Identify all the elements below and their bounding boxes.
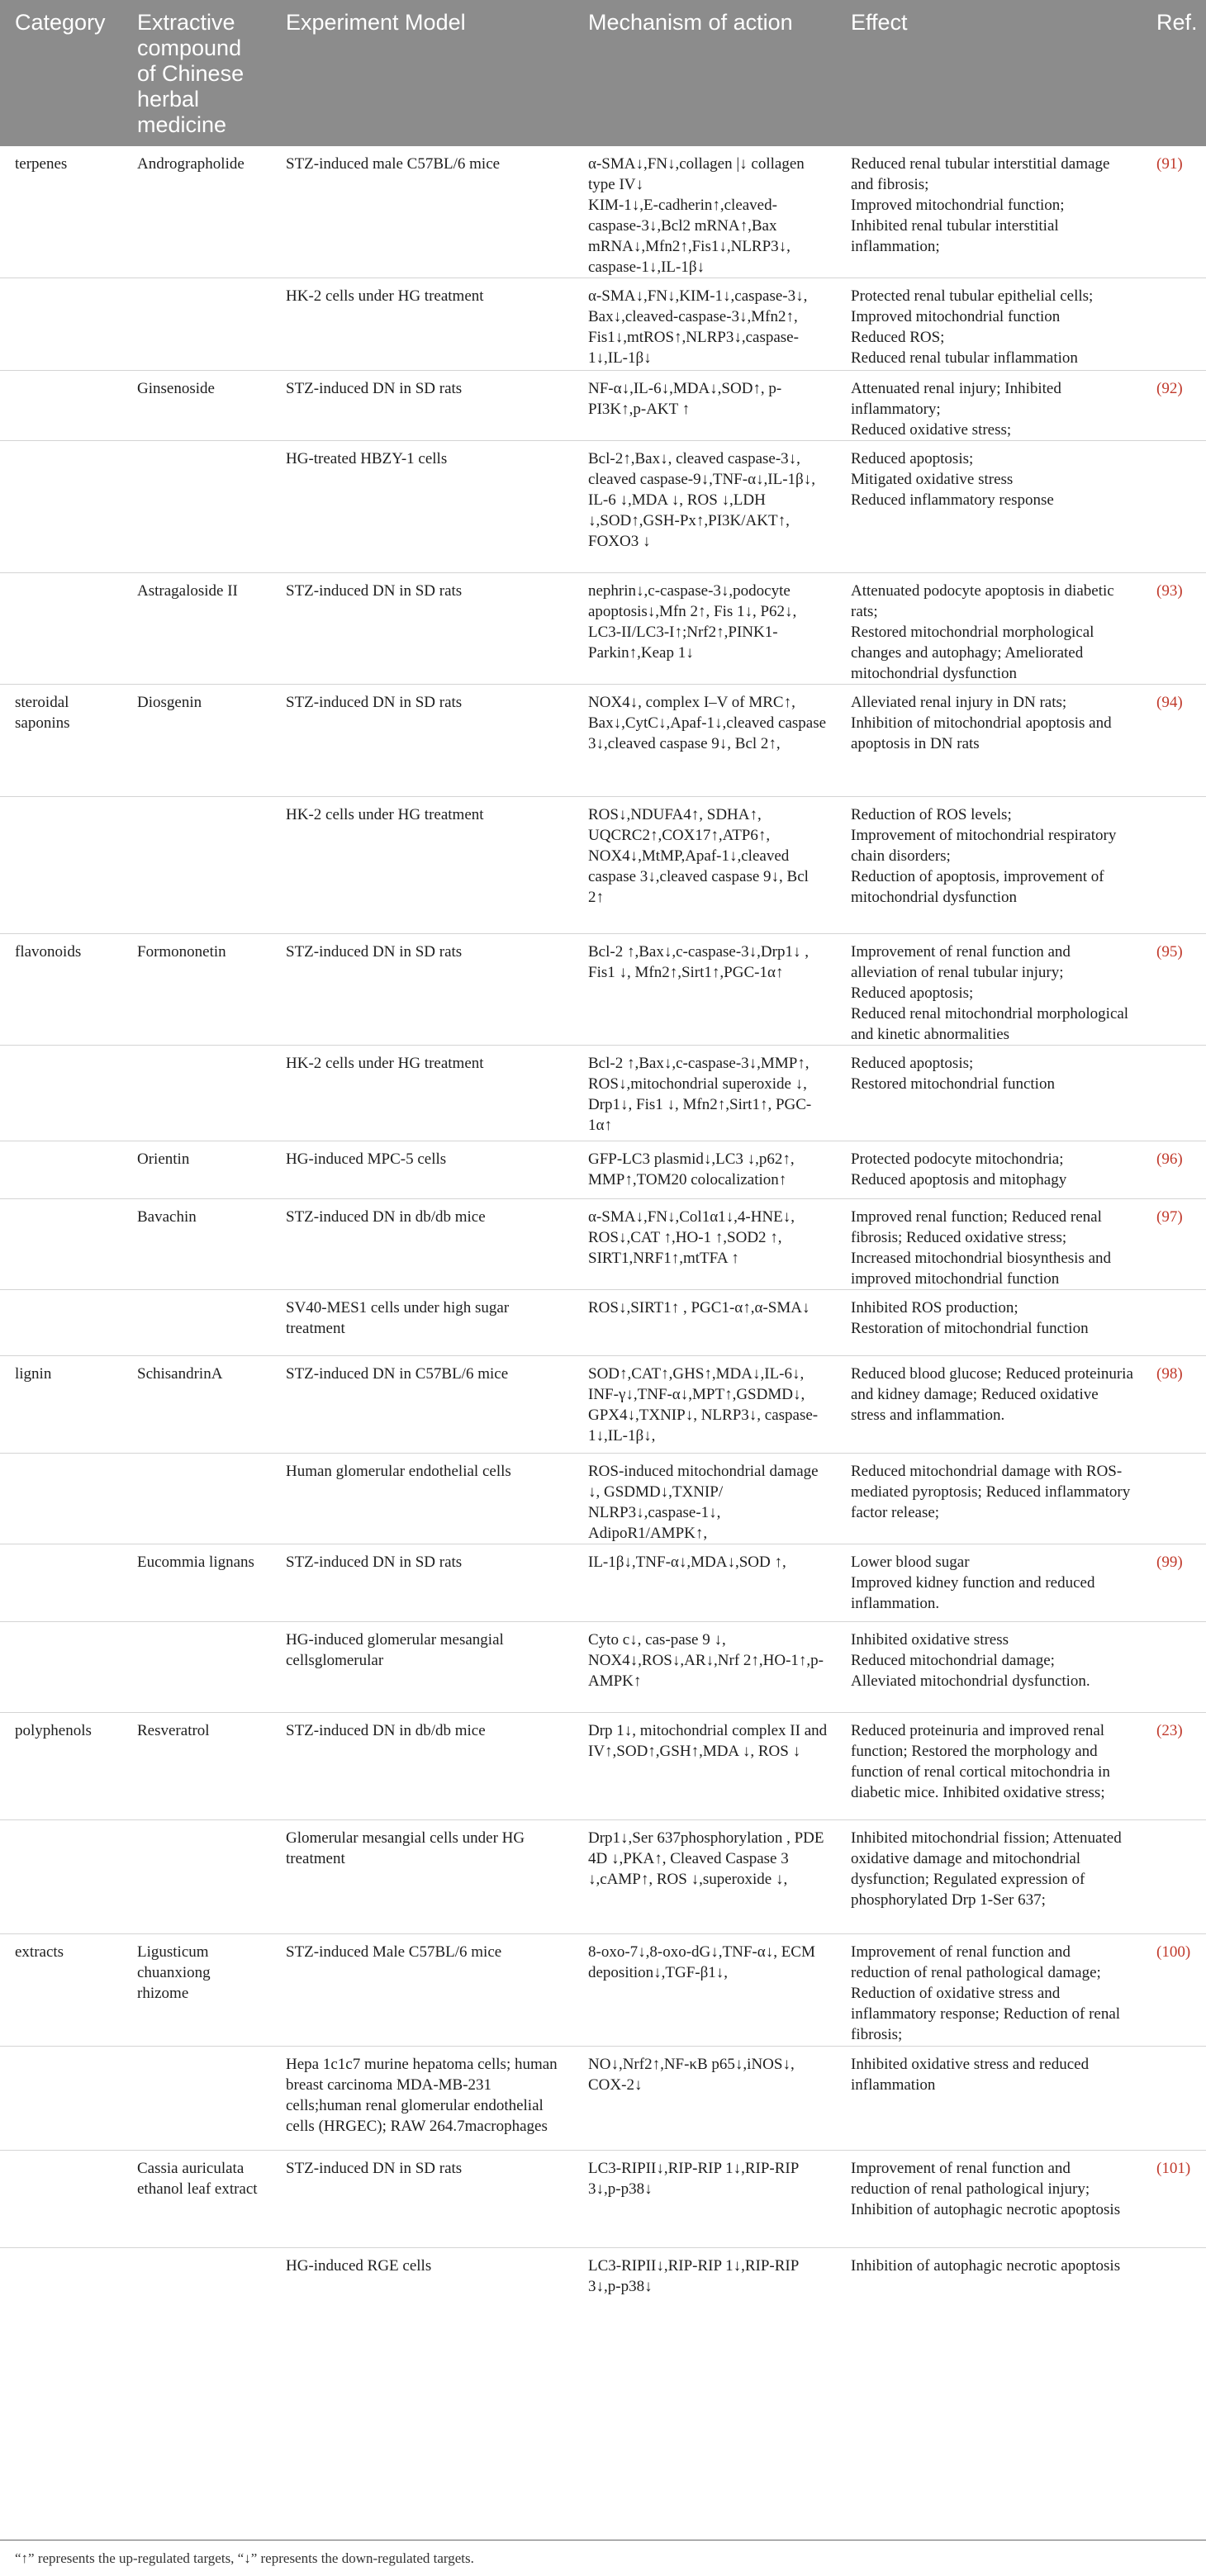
cell-effect: Reduced renal tubular interstitial damage and fibrosis; Improved mitochondrial function; Inhibited renal tubular interstitial inflammation; <box>851 155 1110 255</box>
table-row <box>0 1356 1206 1454</box>
cell-experiment-model: STZ-induced DN in SD rats <box>271 934 573 1046</box>
cell-ref: (92) <box>1142 371 1206 441</box>
footnote: “↑” represents the up-regulated targets, “↓” represents the down-regulated targets. <box>15 2550 474 2566</box>
cell-category <box>0 371 122 441</box>
cell-compound: Astragaloside II <box>122 573 271 685</box>
table-row <box>0 1141 1206 1199</box>
cell-experiment-model: Hepa 1c1c7 murine hepatoma cells; human breast carcinoma MDA-MB-231 cells;human renal glomerular endothelial cells (HRGEC); RAW 264.7macrophages <box>271 2047 573 2151</box>
cell-compound: Resveratrol <box>122 1713 271 1820</box>
cell-effect: Improvement of renal function and reduction of renal pathological injury; Inhibition of autophagic necrotic apoptosis <box>836 2151 1142 2248</box>
cell-effect: Alleviated renal injury in DN rats; Inhibition of mitochondrial apoptosis and apoptosis in DN rats <box>836 685 1142 797</box>
table-row <box>0 1934 1206 2047</box>
cell-ref: (98) <box>1142 1356 1206 1454</box>
cell-mechanism: Bcl-2↑,Bax↓, cleaved caspase-3↓, cleaved caspase-9↓,TNF-α↓,IL-1β↓, IL-6 ↓,MDA ↓, ROS ↓,LDH ↓,SOD↑,GSH-Px↑,PI3K/AKT↑, FOXO3 ↓ <box>573 441 836 573</box>
cell-ref <box>1142 1046 1206 1141</box>
cell-compound <box>122 278 271 371</box>
cell-category <box>0 441 122 573</box>
cell-category: flavonoids <box>0 934 122 1046</box>
cell-category <box>0 1544 122 1622</box>
cell-category <box>0 1454 122 1544</box>
cell-compound <box>122 2248 271 2309</box>
cell-ref: (99) <box>1142 1544 1206 1622</box>
cell-ref: (97) <box>1142 1199 1206 1290</box>
cell-mechanism: IL-1β↓,TNF-α↓,MDA↓,SOD ↑, <box>573 1544 836 1622</box>
cell-ref <box>1142 441 1206 573</box>
cell-effect: Protected podocyte mitochondria; Reduced apoptosis and mitophagy <box>836 1141 1142 1199</box>
cell-experiment-model: STZ-induced male C57BL/6 mice <box>286 155 501 173</box>
cell-compound <box>122 441 271 573</box>
cell-compound: Ginsenoside <box>122 371 271 441</box>
cell-mechanism: Cyto c↓, cas-pase 9 ↓, NOX4↓,ROS↓,AR↓,Nrf 2↑,HO-1↑,p-AMPK↑ <box>573 1622 836 1713</box>
cell-category <box>0 278 122 371</box>
cell-compound <box>122 1046 271 1141</box>
table-row <box>0 2248 1206 2309</box>
cell-category <box>0 1290 122 1356</box>
cell-effect: Lower blood sugar Improved kidney function and reduced inflammation. <box>836 1544 1142 1622</box>
cell-category <box>0 2248 122 2309</box>
header-row <box>0 0 1206 146</box>
cell-mechanism: ROS↓,SIRT1↑ , PGC1-α↑,α-SMA↓ <box>573 1290 836 1356</box>
cell-mechanism: Drp 1↓, mitochondrial complex II and IV↑,SOD↑,GSH↑,MDA ↓, ROS ↓ <box>573 1713 836 1820</box>
table-row <box>0 1290 1206 1356</box>
cell-mechanism: LC3-RIPII↓,RIP-RIP 1↓,RIP-RIP 3↓,p-p38↓ <box>573 2151 836 2248</box>
cell-category <box>0 1199 122 1290</box>
table-row <box>0 2047 1206 2151</box>
cell-ref <box>1142 1290 1206 1356</box>
cell-compound: Cassia auriculata ethanol leaf extract <box>122 2151 271 2248</box>
cell-effect: Reduced proteinuria and improved renal function; Restored the morphology and function of renal cortical mitochondria in diabetic mice. Inhibited oxidative stress; <box>836 1713 1142 1820</box>
cell-compound: Ligusticum chuanxiong rhizome <box>122 1934 271 2047</box>
cell-experiment-model: STZ-induced DN in db/db mice <box>271 1713 573 1820</box>
cell-effect: Reduction of ROS levels; Improvement of mitochondrial respiratory chain disorders; Reduction of apoptosis, improvement of mitochondrial dysfunction <box>836 797 1142 934</box>
cell-category <box>0 797 122 934</box>
cell-mechanism: LC3-RIPII↓,RIP-RIP 1↓,RIP-RIP 3↓,p-p38↓ <box>573 2248 836 2309</box>
cell-ref <box>1142 1622 1206 1713</box>
cell-effect: Attenuated renal injury; Inhibited inflammatory; Reduced oxidative stress; <box>836 371 1142 441</box>
cell-mechanism: Bcl-2 ↑,Bax↓,c-caspase-3↓,MMP↑, ROS↓,mitochondrial superoxide ↓, Drp1↓, Fis1 ↓, Mfn2↑,Sirt1↑, PGC-1α↑ <box>573 1046 836 1141</box>
cell-mechanism: ROS↓,NDUFA4↑, SDHA↑, UQCRC2↑,COX17↑,ATP6↑, NOX4↓,MtMP,Apaf-1↓,cleaved caspase 3↓,cleaved caspase 9↓, Bcl 2↑ <box>573 797 836 934</box>
cell-compound <box>122 1290 271 1356</box>
cell-ref <box>1142 2047 1206 2151</box>
cell-ref: (96) <box>1142 1141 1206 1199</box>
cell-ref: (95) <box>1142 934 1206 1046</box>
cell-effect: Inhibition of autophagic necrotic apoptosis <box>836 2248 1142 2309</box>
cell-compound: Bavachin <box>122 1199 271 1290</box>
cell-experiment-model: STZ-induced Male C57BL/6 mice <box>271 1934 573 2047</box>
cell-mechanism: NF-α↓,IL-6↓,MDA↓,SOD↑, p-PI3K↑,p-AKT ↑ <box>573 371 836 441</box>
cell-compound <box>122 797 271 934</box>
table-row <box>0 146 1206 278</box>
cell-compound: Andrographolide <box>137 155 245 173</box>
cell-mechanism: GFP-LC3 plasmid↓,LC3 ↓,p62↑, MMP↑,TOM20 colocalization↑ <box>573 1141 836 1199</box>
cell-effect: Reduced apoptosis; Mitigated oxidative stress Reduced inflammatory response <box>836 441 1142 573</box>
cell-compound: Diosgenin <box>122 685 271 797</box>
cell-compound: Formononetin <box>122 934 271 1046</box>
table-row <box>0 2151 1206 2248</box>
cell-category <box>0 1622 122 1713</box>
table-row <box>0 685 1206 797</box>
cell-category <box>0 573 122 685</box>
cell-compound <box>122 1622 271 1713</box>
cell-compound <box>122 1454 271 1544</box>
cell-ref <box>1142 2248 1206 2309</box>
table-row <box>0 1454 1206 1544</box>
cell-ref: (91) <box>1156 155 1183 173</box>
cell-ref: (23) <box>1142 1713 1206 1820</box>
table-row <box>0 1544 1206 1622</box>
cell-mechanism: nephrin↓,c-caspase-3↓,podocyte apoptosis↓,Mfn 2↑, Fis 1↓, P62↓, LC3-II/LC3-I↑;Nrf2↑,PINK1-Parkin↑,Keap 1↓ <box>573 573 836 685</box>
cell-experiment-model: STZ-induced DN in SD rats <box>271 685 573 797</box>
cell-category <box>0 1141 122 1199</box>
cell-category: lignin <box>0 1356 122 1454</box>
cell-effect: Improved renal function; Reduced renal fibrosis; Reduced oxidative stress; Increased mitochondrial biosynthesis and improved mitochondrial function <box>836 1199 1142 1290</box>
cell-effect: Improvement of renal function and alleviation of renal tubular injury; Reduced apoptosis; Reduced renal mitochondrial morphological and kinetic abnormalities <box>836 934 1142 1046</box>
cell-effect: Reduced apoptosis; Restored mitochondrial function <box>836 1046 1142 1141</box>
cell-experiment-model: HG-induced RGE cells <box>271 2248 573 2309</box>
cell-ref <box>1142 1820 1206 1934</box>
table-row <box>0 573 1206 685</box>
cell-experiment-model: STZ-induced DN in db/db mice <box>271 1199 573 1290</box>
cell-experiment-model: HK-2 cells under HG treatment <box>271 278 573 371</box>
cell-mechanism: SOD↑,CAT↑,GHS↑,MDA↓,IL-6↓, INF-γ↓,TNF-α↓,MPT↑,GSDMD↓, GPX4↓,TXNIP↓, NLRP3↓, caspase-1↓,IL-1β↓, <box>573 1356 836 1454</box>
cell-effect: Inhibited oxidative stress Reduced mitochondrial damage; Alleviated mitochondrial dysfunction. <box>836 1622 1142 1713</box>
cell-mechanism: NO↓,Nrf2↑,NF-κB p65↓,iNOS↓, COX-2↓ <box>573 2047 836 2151</box>
cell-category: steroidal saponins <box>0 685 122 797</box>
table-row <box>0 371 1206 441</box>
cell-effect: Inhibited oxidative stress and reduced inflammation <box>836 2047 1142 2151</box>
cell-effect: Reduced mitochondrial damage with ROS-mediated pyroptosis; Reduced inflammatory factor release; <box>836 1454 1142 1544</box>
cell-experiment-model: HG-induced MPC-5 cells <box>271 1141 573 1199</box>
cell-effect: Attenuated podocyte apoptosis in diabetic rats; Restored mitochondrial morphological changes and autophagy; Ameliorated mitochondrial dysfunction <box>836 573 1142 685</box>
cell-experiment-model: HK-2 cells under HG treatment <box>271 797 573 934</box>
cell-ref <box>1142 278 1206 371</box>
table-row <box>0 1199 1206 1290</box>
cell-effect: Inhibited mitochondrial fission; Attenuated oxidative damage and mitochondrial dysfunction; Regulated expression of phosphorylated Drp 1-Ser 637; <box>836 1820 1142 1934</box>
cell-effect: Inhibited ROS production; Restoration of mitochondrial function <box>836 1290 1142 1356</box>
cell-mechanism: 8-oxo-7↓,8-oxo-dG↓,TNF-α↓, ECM deposition↓,TGF-β1↓, <box>573 1934 836 2047</box>
cell-category <box>0 2047 122 2151</box>
table-header <box>0 0 1206 146</box>
cell-compound: Eucommia lignans <box>122 1544 271 1622</box>
header-compound: Extractive compound of Chinese herbal medicine <box>122 0 271 146</box>
table-row <box>0 1622 1206 1713</box>
cell-experiment-model: HG-treated HBZY-1 cells <box>271 441 573 573</box>
cell-category <box>0 1046 122 1141</box>
cell-mechanism: Drp1↓,Ser 637phosphorylation , PDE 4D ↓,PKA↑, Cleaved Caspase 3 ↓,cAMP↑, ROS ↓,superoxide ↓, <box>573 1820 836 1934</box>
cell-experiment-model: SV40-MES1 cells under high sugar treatment <box>271 1290 573 1356</box>
cell-effect: Reduced blood glucose; Reduced proteinuria and kidney damage; Reduced oxidative stress and inflammation. <box>836 1356 1142 1454</box>
table-row <box>0 1046 1206 1141</box>
cell-category: extracts <box>0 1934 122 2047</box>
cell-category: terpenes <box>15 155 68 173</box>
cell-mechanism: α-SMA↓,FN↓,collagen |↓ collagen type IV↓ KIM-1↓,E-cadherin↑,cleaved-caspase-3↓,Bcl2 mRNA↑,Bax mRNA↓,Mfn2↑,Fis1↓,NLRP3↓, caspase-1↓,IL-1β↓ <box>588 155 805 276</box>
header-effect: Effect <box>836 0 1142 146</box>
table-row <box>0 797 1206 934</box>
cell-category: polyphenols <box>0 1713 122 1820</box>
table-row <box>0 278 1206 371</box>
cell-compound: SchisandrinA <box>122 1356 271 1454</box>
cell-mechanism: α-SMA↓,FN↓,KIM-1↓,caspase-3↓, Bax↓,cleaved-caspase-3↓,Mfn2↑, Fis1↓,mtROS↑,NLRP3↓,caspase-1↓,IL-1β↓ <box>573 278 836 371</box>
cell-effect: Improvement of renal function and reduction of renal pathological damage; Reduction of oxidative stress and inflammatory response; Reduction of renal fibrosis; <box>836 1934 1142 2047</box>
table-body <box>0 146 1206 2309</box>
header-ref: Ref. <box>1142 0 1206 146</box>
cell-experiment-model: HG-induced glomerular mesangial cellsglomerular <box>271 1622 573 1713</box>
cell-experiment-model: Human glomerular endothelial cells <box>271 1454 573 1544</box>
table-row <box>0 1713 1206 1820</box>
cell-experiment-model: STZ-induced DN in SD rats <box>271 2151 573 2248</box>
cell-experiment-model: STZ-induced DN in SD rats <box>271 371 573 441</box>
cell-ref: (101) <box>1142 2151 1206 2248</box>
cell-category <box>0 2151 122 2248</box>
cell-compound <box>122 1820 271 1934</box>
cell-mechanism: NOX4↓, complex I–V of MRC↑, Bax↓,CytC↓,Apaf-1↓,cleaved caspase 3↓,cleaved caspase 9↓, Bcl 2↑, <box>573 685 836 797</box>
cell-ref <box>1142 1454 1206 1544</box>
cell-experiment-model: STZ-induced DN in SD rats <box>271 573 573 685</box>
cell-mechanism: ROS-induced mitochondrial damage ↓, GSDMD↓,TXNIP/ NLRP3↓,caspase-1↓, AdipoR1/AMPK↑, <box>573 1454 836 1544</box>
cell-experiment-model: HK-2 cells under HG treatment <box>271 1046 573 1141</box>
cell-compound <box>122 2047 271 2151</box>
cell-experiment-model: Glomerular mesangial cells under HG treatment <box>271 1820 573 1934</box>
cell-compound: Orientin <box>122 1141 271 1199</box>
cell-ref: (100) <box>1142 1934 1206 2047</box>
cell-mechanism: Bcl-2 ↑,Bax↓,c-caspase-3↓,Drp1↓ , Fis1 ↓, Mfn2↑,Sirt1↑,PGC-1α↑ <box>573 934 836 1046</box>
cell-experiment-model: STZ-induced DN in SD rats <box>271 1544 573 1622</box>
cell-ref: (94) <box>1142 685 1206 797</box>
header-experiment-model: Experiment Model <box>271 0 573 146</box>
table-row <box>0 441 1206 573</box>
cell-experiment-model: STZ-induced DN in C57BL/6 mice <box>271 1356 573 1454</box>
cell-effect: Protected renal tubular epithelial cells; Improved mitochondrial function Reduced ROS; Reduced renal tubular inflammation <box>836 278 1142 371</box>
cell-mechanism: α-SMA↓,FN↓,Col1α1↓,4-HNE↓, ROS↓,CAT ↑,HO-1 ↑,SOD2 ↑, SIRT1,NRF1↑,mtTFA ↑ <box>573 1199 836 1290</box>
header-mechanism: Mechanism of action <box>573 0 836 146</box>
header-category: Category <box>0 0 122 146</box>
table-row <box>0 934 1206 1046</box>
cell-ref: (93) <box>1142 573 1206 685</box>
cell-category <box>0 1820 122 1934</box>
table-row <box>0 1820 1206 1934</box>
cell-ref <box>1142 797 1206 934</box>
